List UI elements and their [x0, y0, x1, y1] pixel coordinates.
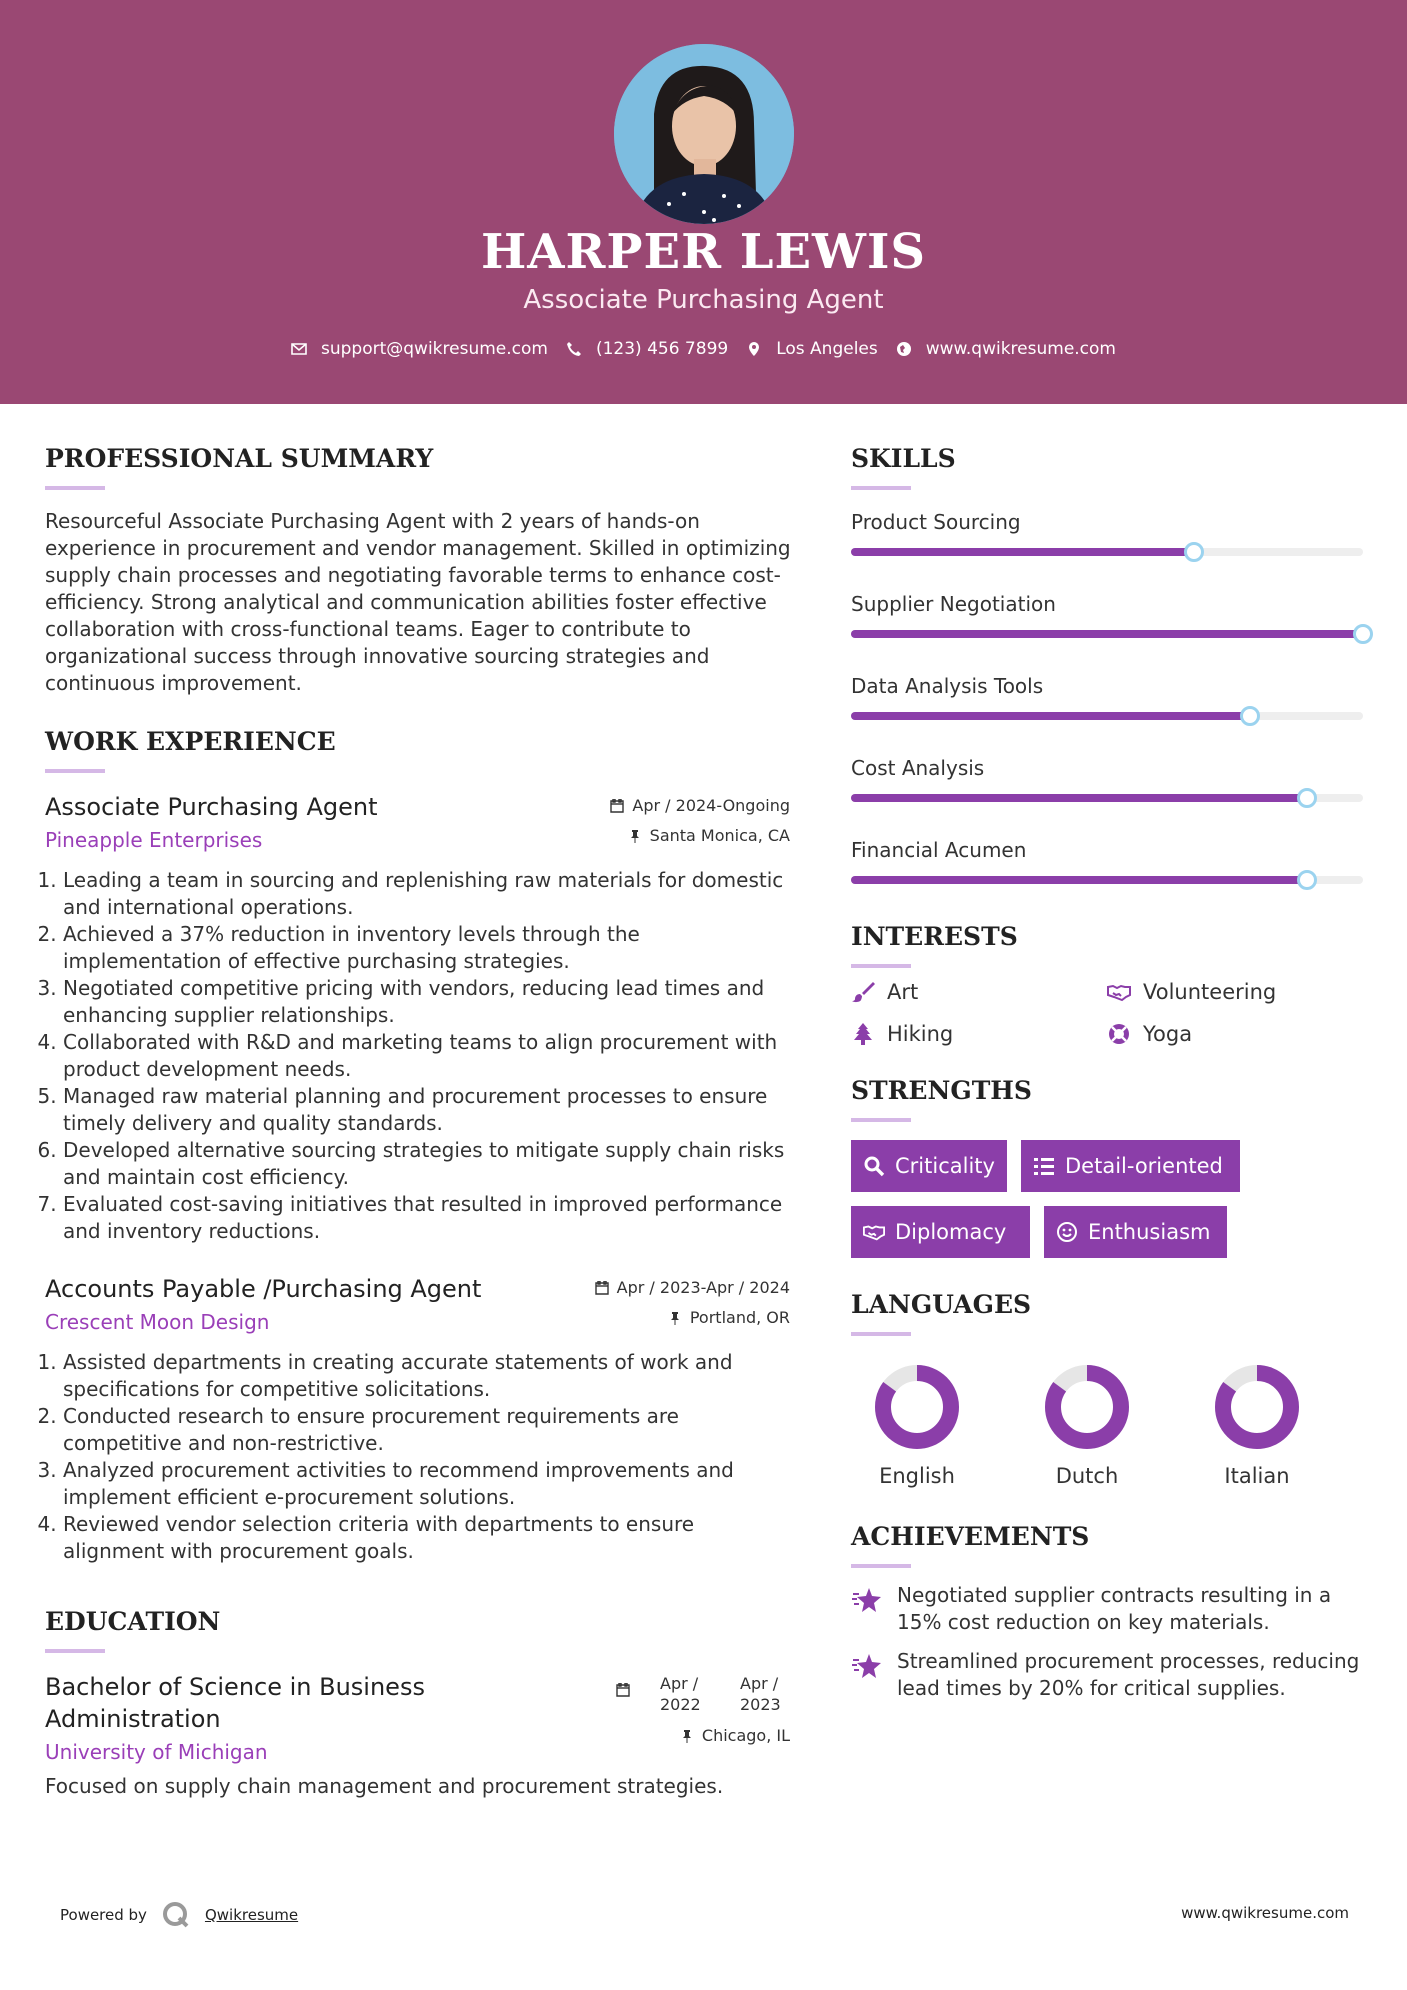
- profile-photo: [614, 44, 794, 224]
- strength-badge: Enthusiasm: [1044, 1206, 1227, 1258]
- interest-hiking: Hiking: [851, 1022, 1107, 1046]
- left-column: [45, 440, 790, 1800]
- language-ring: [1042, 1362, 1132, 1452]
- language-item: [1205, 1362, 1309, 1488]
- school-name: University of Michigan: [45, 1740, 268, 1764]
- list-item: 4. Reviewed vendor selection criteria with departments to ensure alignment with procurement goals.: [63, 1511, 790, 1565]
- education-dates: [616, 1673, 790, 1715]
- skill-bar-fill: [851, 548, 1194, 556]
- education-title: EDUCATION: [45, 1607, 221, 1636]
- section-divider: [851, 1118, 911, 1122]
- languages-title: LANGUAGES: [851, 1290, 1032, 1319]
- language-ring: [1212, 1362, 1302, 1452]
- interest-volunteering: Volunteering: [1107, 980, 1363, 1004]
- powered-by: [60, 1900, 298, 1930]
- resume-header: [0, 0, 1407, 404]
- qwikresume-logo-icon: [161, 1900, 191, 1930]
- list-item: 4. Collaborated with R&D and marketing teams to align procurement with product development needs.: [63, 1029, 790, 1083]
- skill-label: Financial Acumen: [851, 838, 1027, 862]
- handshake-icon: [863, 1221, 885, 1243]
- language-item: [1035, 1362, 1139, 1488]
- skill-bar-knob: [1353, 624, 1373, 644]
- job-title: Associate Purchasing Agent: [45, 793, 378, 821]
- skill-bar: [851, 630, 1363, 638]
- summary-title: PROFESSIONAL SUMMARY: [45, 444, 434, 473]
- job-location: Santa Monica, CA: [610, 821, 790, 851]
- contact-location: [746, 339, 878, 359]
- job-entry: [45, 1273, 790, 1565]
- qwikresume-link[interactable]: Qwikresume: [204, 1906, 299, 1924]
- contact-website[interactable]: [896, 339, 1116, 359]
- phone-icon: [566, 341, 582, 357]
- section-divider: [45, 1649, 105, 1653]
- list-item: 6. Developed alternative sourcing strategies to mitigate supply chain risks and maintain cost efficiency.: [63, 1137, 790, 1191]
- job-company: Pineapple Enterprises: [45, 828, 263, 852]
- smile-icon: [1056, 1221, 1078, 1243]
- list-item: 3. Negotiated competitive pricing with vendors, reducing lead times and enhancing supplier relationships.: [63, 975, 790, 1029]
- skill-bar: [851, 876, 1363, 884]
- education-description: Focused on supply chain management and procurement strategies.: [45, 1774, 724, 1798]
- skills-list: [851, 508, 1363, 884]
- contact-email[interactable]: [291, 339, 548, 359]
- skill-bar-fill: [851, 794, 1307, 802]
- right-column: [851, 440, 1363, 1714]
- pin-icon: [680, 1729, 694, 1743]
- strength-badges: [851, 1140, 1363, 1258]
- job-entry: [45, 791, 790, 1245]
- section-divider: [851, 964, 911, 968]
- language-name: Italian: [1224, 1464, 1290, 1488]
- section-divider: [45, 769, 105, 773]
- skill-label: Cost Analysis: [851, 756, 985, 780]
- calendar-icon: [616, 1683, 630, 1697]
- list-item: 1. Leading a team in sourcing and replenishing raw materials for domestic and international operations.: [63, 867, 790, 921]
- skill-label: Product Sourcing: [851, 510, 1021, 534]
- interests-title: INTERESTS: [851, 922, 1018, 951]
- achievements-title: ACHIEVEMENTS: [851, 1522, 1090, 1551]
- globe-icon: [896, 341, 912, 357]
- interest-yoga: Yoga: [1107, 1022, 1363, 1046]
- page-footer: [0, 1880, 1407, 1940]
- list-icon: [1033, 1155, 1055, 1177]
- handshake-icon: [1107, 980, 1131, 1004]
- pin-icon: [628, 829, 642, 843]
- envelope-icon: [291, 341, 307, 357]
- section-divider: [851, 486, 911, 490]
- calendar-icon: [595, 1281, 609, 1295]
- job-title: Accounts Payable /Purchasing Agent: [45, 1275, 482, 1303]
- language-name: Dutch: [1055, 1464, 1119, 1488]
- language-name: English: [879, 1464, 955, 1488]
- job-date: Apr / 2024-Ongoing: [610, 791, 790, 821]
- education-entry: [45, 1671, 790, 1769]
- job-bullets: [45, 867, 790, 1245]
- footer-url[interactable]: www.qwikresume.com: [1181, 1904, 1349, 1922]
- skill-label: Data Analysis Tools: [851, 674, 1044, 698]
- job-location: Portland, OR: [595, 1303, 790, 1333]
- skill-bar: [851, 794, 1363, 802]
- skill-bar-knob: [1297, 788, 1317, 808]
- paintbrush-icon: [851, 980, 875, 1004]
- calendar-icon: [610, 799, 624, 813]
- lifebuoy-icon: [1107, 1022, 1131, 1046]
- skill-label: Supplier Negotiation: [851, 592, 1056, 616]
- interests-grid: [851, 980, 1363, 1046]
- skill-bar-knob: [1240, 706, 1260, 726]
- job-company: Crescent Moon Design: [45, 1310, 270, 1334]
- strengths-title: STRENGTHS: [851, 1076, 1032, 1105]
- phone-text: (123) 456 7899: [595, 339, 729, 359]
- website-text: www.qwikresume.com: [925, 339, 1116, 359]
- skills-title: SKILLS: [851, 444, 956, 473]
- map-pin-icon: [746, 341, 762, 357]
- section-divider: [45, 486, 105, 490]
- skill-bar-fill: [851, 876, 1307, 884]
- skill-bar: [851, 712, 1363, 720]
- strength-badge: Diplomacy: [851, 1206, 1030, 1258]
- strength-badge: Criticality: [851, 1140, 1007, 1192]
- education-location: Chicago, IL: [616, 1721, 790, 1751]
- education-end: Apr / 2023: [740, 1674, 781, 1714]
- skill-bar: [851, 548, 1363, 556]
- list-item: 1. Assisted departments in creating accurate statements of work and specifications for competitive solicitations.: [63, 1349, 790, 1403]
- list-item: 3. Analyzed procurement activities to recommend improvements and implement efficient e-procurement solutions.: [63, 1457, 790, 1511]
- tree-icon: [851, 1022, 875, 1046]
- experience-title: WORK EXPERIENCE: [45, 727, 336, 756]
- candidate-name: HARPER LEWIS: [480, 224, 927, 280]
- interest-art: Art: [851, 980, 1107, 1004]
- achievement-item: Streamlined procurement processes, reducing lead times by 20% for critical supplies.: [851, 1648, 1363, 1702]
- search-icon: [863, 1155, 885, 1177]
- star-icon: [851, 1650, 883, 1682]
- email-text: support@qwikresume.com: [321, 339, 548, 359]
- skill-bar-fill: [851, 630, 1363, 638]
- section-divider: [851, 1564, 911, 1568]
- achievement-item: Negotiated supplier contracts resulting in a 15% cost reduction on key materials.: [851, 1582, 1363, 1636]
- list-item: 2. Achieved a 37% reduction in inventory levels through the implementation of effective purchasing strategies.: [63, 921, 790, 975]
- section-divider: [851, 1332, 911, 1336]
- skill-bar-knob: [1297, 870, 1317, 890]
- degree-title: Bachelor of Science in Business Administration: [45, 1673, 425, 1733]
- star-icon: [851, 1584, 883, 1616]
- pin-icon: [668, 1311, 682, 1325]
- job-bullets: [45, 1349, 790, 1565]
- strength-badge: Detail-oriented: [1021, 1140, 1240, 1192]
- summary-text: Resourceful Associate Purchasing Agent with 2 years of hands-on experience in procurement and vendor management. Skilled in optimizing supply chain processes and negotiating favorable terms to enhance cost-efficiency. Strong analytical and communication abilities foster effective collaboration with cross-functional teams. Eager to contribute to organizational success through innovative sourcing strategies and continuous improvement.: [45, 509, 791, 695]
- contact-phone[interactable]: [566, 339, 728, 359]
- job-date: Apr / 2023-Apr / 2024: [595, 1273, 790, 1303]
- language-ring: [872, 1362, 962, 1452]
- language-item: [865, 1362, 969, 1488]
- education-start: Apr / 2022: [660, 1674, 701, 1714]
- powered-by-label: Powered by: [60, 1906, 147, 1924]
- list-item: 5. Managed raw material planning and procurement processes to ensure timely delivery and quality standards.: [63, 1083, 790, 1137]
- list-item: 7. Evaluated cost-saving initiatives that resulted in improved performance and inventory reductions.: [63, 1191, 790, 1245]
- languages-list: [851, 1362, 1363, 1488]
- location-text: Los Angeles: [776, 339, 878, 359]
- skill-bar-fill: [851, 712, 1250, 720]
- candidate-role: Associate Purchasing Agent: [523, 285, 884, 315]
- list-item: 2. Conducted research to ensure procurement requirements are competitive and non-restrictive.: [63, 1403, 790, 1457]
- skill-bar-knob: [1184, 542, 1204, 562]
- contact-bar: [0, 336, 1407, 362]
